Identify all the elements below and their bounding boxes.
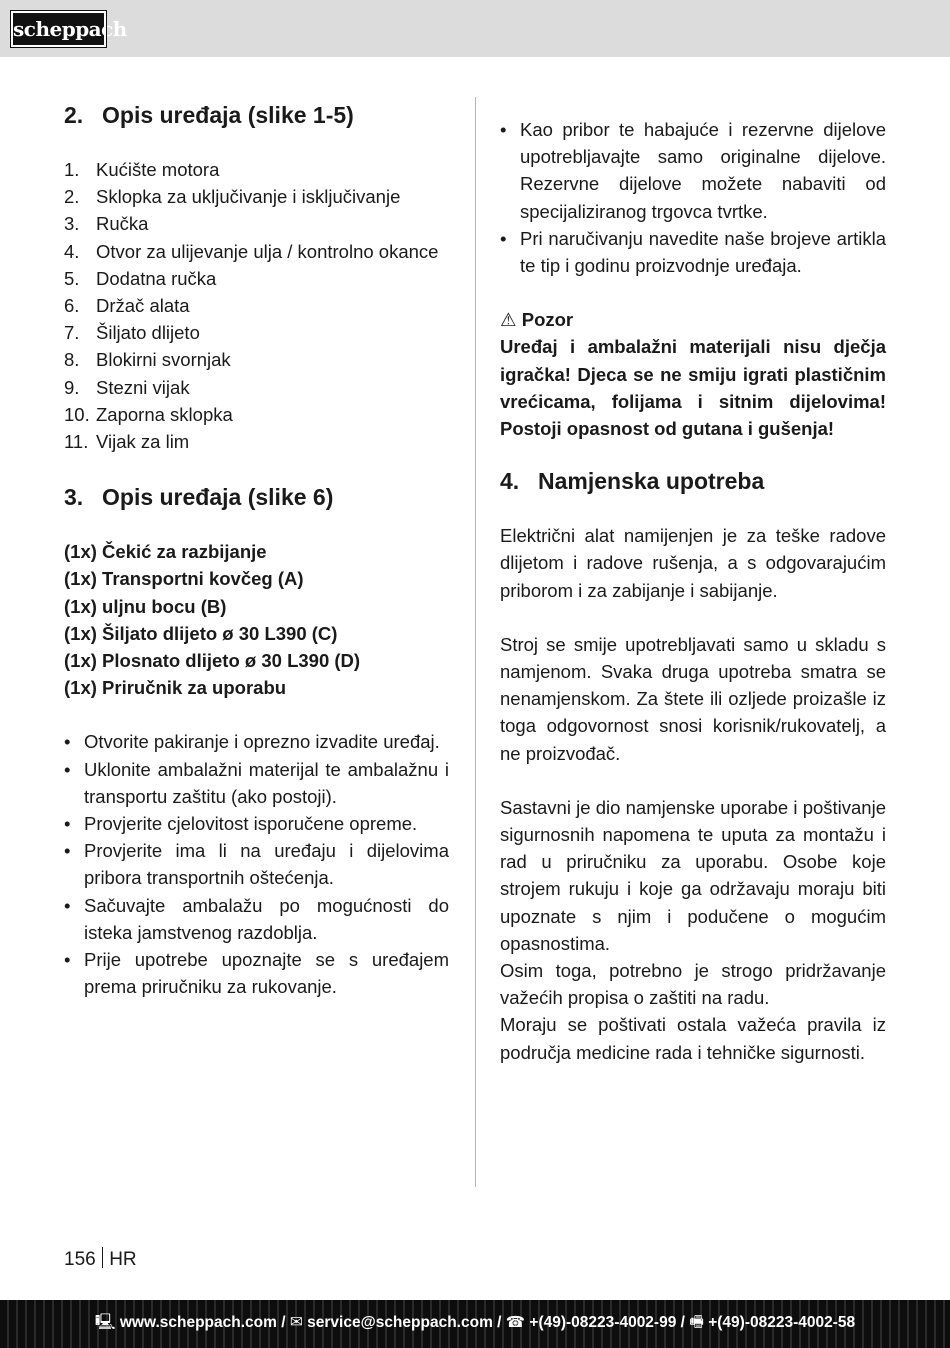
page-separator (102, 1247, 104, 1268)
content-item: (1x) Šiljato dlijeto ø 30 L390 (C) (64, 622, 338, 644)
list-item: 8. Blokirni svornjak (64, 349, 231, 371)
list-item: 1. Kućište motora (64, 159, 220, 180)
list-item: 5. Dodatna ručka (64, 267, 217, 289)
paragraph: Električni alat namijenjen je za teške radove dlijetom i radove rušenja, a s odgovarajućim priborom i za zabijanje i sabijanje. (500, 525, 886, 601)
bullet-item: • Provjerite cjelovitost isporučene opreme. (64, 810, 449, 837)
list-item: 2. Sklopka za uključivanje i isključivanje (64, 186, 401, 208)
fax-number: +(49)-08223-4002-58 (708, 1314, 856, 1331)
unpacking-steps (64, 728, 449, 1000)
header-bar (0, 0, 950, 57)
column-divider (475, 97, 476, 1187)
content-item: (1x) uljnu bocu (B) (64, 595, 227, 617)
list-item: 4. Otvor za ulijevanje ulja / kontrolno okance (64, 240, 439, 262)
language-code: HR (109, 1249, 137, 1270)
bullet-item: • Otvorite pakiranje i oprezno izvadite uređaj. (64, 728, 449, 755)
brand-logo: scheppach (11, 11, 106, 47)
page-number: 156 (64, 1249, 96, 1270)
left-column (64, 100, 449, 1000)
content-item: (1x) Čekić za razbijanje (64, 541, 267, 563)
list-item: 6. Držač alata (64, 295, 190, 317)
bullet-item: • Provjerite ima li na uređaju i dijelovima pribora transportnih oštećenja. (64, 837, 449, 891)
bullet-item: • Prije upotrebe upoznajte se s uređajem prema priručniku za rukovanje. (64, 946, 449, 1000)
bullet-item: • Sačuvajte ambalažu po mogućnosti do isteka jamstvenog razdoblja. (64, 892, 449, 946)
paragraph: Stroj se smije upotrebljavati samo u skladu s namjenom. Svaka druga upotreba smatra se nenamjenskom. Za štete ili ozljede proizašle iz toga odgovornost snosi korisnik/rukovatelj, a ne proizvođač. (500, 633, 886, 764)
list-item: 9. Stezni vijak (64, 376, 190, 398)
right-column (500, 116, 886, 1066)
website-link[interactable]: www.scheppach.com / (119, 1314, 286, 1331)
warning-text: Uređaj i ambalažni materijali nisu dječja igračka! Djeca se ne smiju igrati plastičnim vrećicama, folijama i sitnim dijelovima! Postoji opasnost od gutana i gušenja! (500, 336, 886, 440)
list-item: 3. Ručka (64, 213, 149, 235)
contact-line (0, 1310, 950, 1337)
spare-parts-notes (500, 116, 886, 279)
fax-icon: 🖷 (689, 1314, 704, 1331)
email-link[interactable]: service@scheppach.com / (307, 1314, 502, 1331)
paragraph: Moraju se poštivati ostala važeća pravila iz područja medicine rada i tehničke sigurnosti. (500, 1014, 886, 1063)
phone-icon: ☎ (505, 1314, 526, 1331)
mail-icon: ✉ (289, 1314, 303, 1331)
phone-number: +(49)-08223-4002-99 / (529, 1314, 685, 1331)
warning-icon: ⚠ (500, 309, 517, 331)
bullet-item: • Kao pribor te habajuće i rezervne dijelove upotrebljavajte samo originalne dijelove. Rezervne dijelove možete nabaviti od specijaliziranog trgovca tvrtke. (500, 116, 886, 225)
list-item: 10. Zaporna sklopka (64, 403, 233, 425)
list-item: 7. Šiljato dlijeto (64, 322, 200, 344)
list-item: 11. Vijak za lim (64, 431, 190, 453)
parts-list (64, 156, 449, 455)
package-contents (64, 538, 449, 701)
bullet-item: • Uklonite ambalažni materijal te ambalažnu i transportu zaštitu (ako postoji). (64, 756, 449, 810)
computer-icon: 🖳 (94, 1314, 116, 1331)
page-indicator (64, 1247, 137, 1271)
section-3-heading: 3. Opis uređaja (slike 6) (64, 484, 334, 511)
paragraph: Sastavni je dio namjenske uporabe i poštivanje sigurnosnih napomena te uputa za montažu i rad u priručniku za uporabu. Osobe koje strojem rukuju i koje ga održavaju moraju biti upoznate s njim i podučene o mogućim opasnostima. (500, 796, 886, 954)
bullet-item: • Pri naručivanju navedite naše brojeve artikla te tip i godinu proizvodnje uređaja. (500, 225, 886, 279)
section-4-heading: 4. Namjenska upotreba (500, 468, 765, 495)
content-item: (1x) Priručnik za uporabu (64, 677, 287, 699)
content-item: (1x) Transportni kovčeg (A) (64, 568, 304, 590)
paragraph: Osim toga, potrebno je strogo pridržavanje važećih propisa o zaštiti na radu. (500, 960, 886, 1009)
section-2-heading: 2. Opis uređaja (slike 1-5) (64, 102, 354, 128)
content-item: (1x) Plosnato dlijeto ø 30 L390 (D) (64, 650, 361, 672)
warning-heading: ⚠ Pozor (500, 309, 574, 331)
